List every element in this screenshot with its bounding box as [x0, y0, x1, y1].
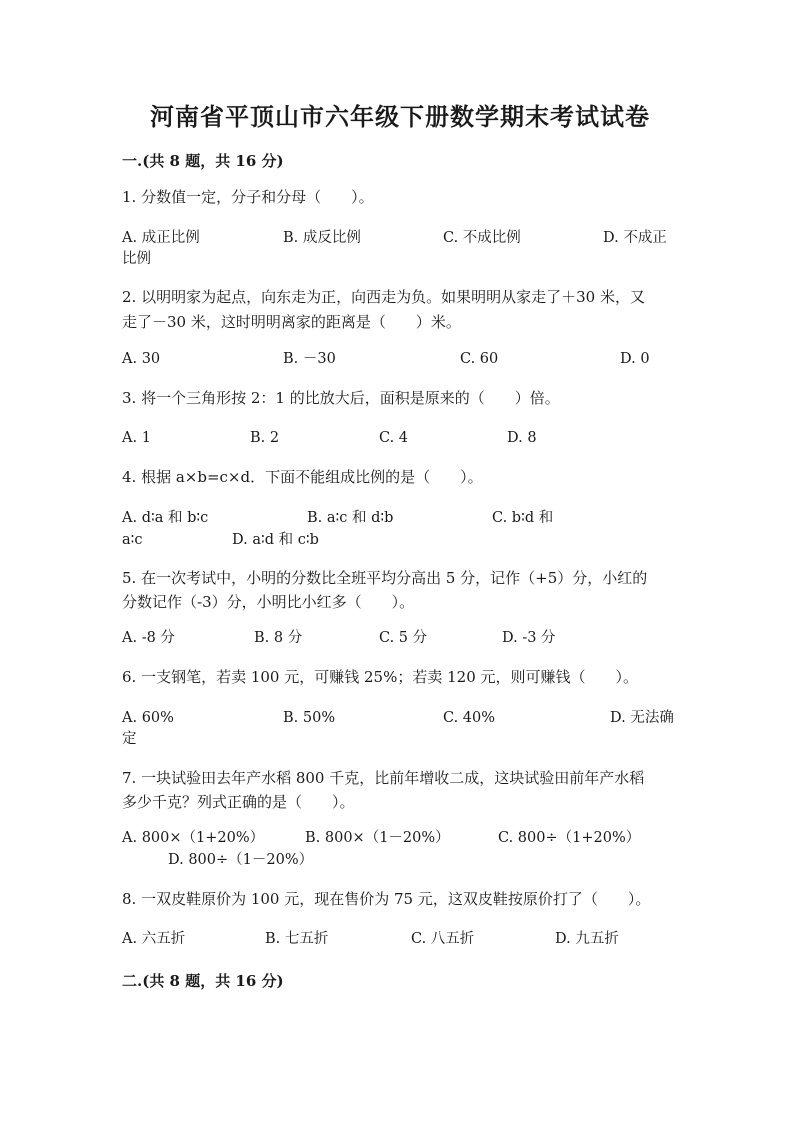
q8-option-b: B. 七五折	[265, 931, 329, 947]
section-heading-2: 二.(共 8 题，共 16 分)	[122, 972, 284, 990]
q2-option-c: C. 60	[460, 351, 499, 367]
question-2-line-1: 2. 以明明家为起点，向东走为正，向西走为负。如果明明从家走了＋30 米，又	[122, 288, 645, 306]
q3-option-b: B. 2	[250, 430, 280, 446]
page-title: 河南省平顶山市六年级下册数学期末考试试卷	[150, 102, 650, 131]
q3-option-c: C. 4	[379, 430, 409, 446]
q6-option-d: D. 无法确	[610, 710, 674, 726]
q8-option-d: D. 九五折	[555, 931, 619, 947]
q7-option-b: B. 800×（1－20%）	[305, 830, 450, 846]
q7-option-c: C. 800÷（1+20%）	[498, 830, 641, 846]
q4-option-c: C. b∶d 和	[492, 510, 554, 526]
section-heading-1: 一.(共 8 题，共 16 分)	[122, 152, 284, 170]
q7-option-a: A. 800×（1+20%）	[122, 830, 265, 846]
q3-option-d: D. 8	[507, 430, 537, 446]
q3-option-a: A. 1	[122, 430, 151, 446]
q4-option-b: B. a∶c 和 d∶b	[307, 510, 394, 526]
question-3: 3. 将一个三角形按 2：1 的比放大后，面积是原来的（ ）倍。	[122, 389, 560, 407]
q1-option-d-wrap: 比例	[122, 251, 151, 267]
q5-option-a: A. -8 分	[122, 630, 175, 646]
q4-option-a: A. d∶a 和 b∶c	[122, 510, 209, 526]
question-1: 1. 分数值一定，分子和分母（ ）。	[122, 188, 374, 206]
question-6: 6. 一支钢笔，若卖 100 元，可赚钱 25%；若卖 120 元，则可赚钱（ ）。	[122, 668, 639, 686]
question-4: 4. 根据 a×b=c×d．下面不能组成比例的是（ ）。	[122, 468, 483, 486]
q6-option-c: C. 40%	[443, 710, 496, 726]
q1-option-b: B. 成反比例	[283, 230, 361, 246]
q8-option-a: A. 六五折	[122, 931, 186, 947]
q7-option-d: D. 800÷（1－20%）	[168, 852, 314, 868]
q1-option-a: A. 成正比例	[122, 230, 200, 246]
q6-option-b: B. 50%	[283, 710, 336, 726]
q6-option-d-wrap: 定	[122, 731, 137, 747]
q6-option-a: A. 60%	[122, 710, 174, 726]
q5-option-d: D. -3 分	[502, 630, 556, 646]
question-2-line-2: 走了－30 米，这时明明离家的距离是（ ）米。	[122, 313, 461, 331]
question-7-line-2: 多少千克？列式正确的是（ ）。	[122, 793, 355, 811]
question-5-line-2: 分数记作（-3）分，小明比小红多（ ）。	[122, 593, 415, 611]
q2-option-b: B. －30	[283, 351, 336, 367]
q1-option-c: C. 不成比例	[443, 230, 521, 246]
q5-option-c: C. 5 分	[379, 630, 428, 646]
question-8: 8. 一双皮鞋原价为 100 元，现在售价为 75 元，这双皮鞋按原价打了（ ）。	[122, 890, 651, 908]
q4-option-d: D. a∶d 和 c∶b	[232, 532, 319, 548]
q2-option-a: A. 30	[122, 351, 161, 367]
q8-option-c: C. 八五折	[411, 931, 475, 947]
q4-option-c-wrap: a∶c	[122, 532, 143, 548]
question-7-line-1: 7. 一块试验田去年产水稻 800 千克，比前年增收二成，这块试验田前年产水稻	[122, 769, 645, 787]
q5-option-b: B. 8 分	[254, 630, 303, 646]
q2-option-d: D. 0	[620, 351, 650, 367]
question-5-line-1: 5. 在一次考试中，小明的分数比全班平均分高出 5 分，记作（+5）分，小红的	[122, 569, 648, 587]
q1-option-d: D. 不成正	[603, 230, 667, 246]
